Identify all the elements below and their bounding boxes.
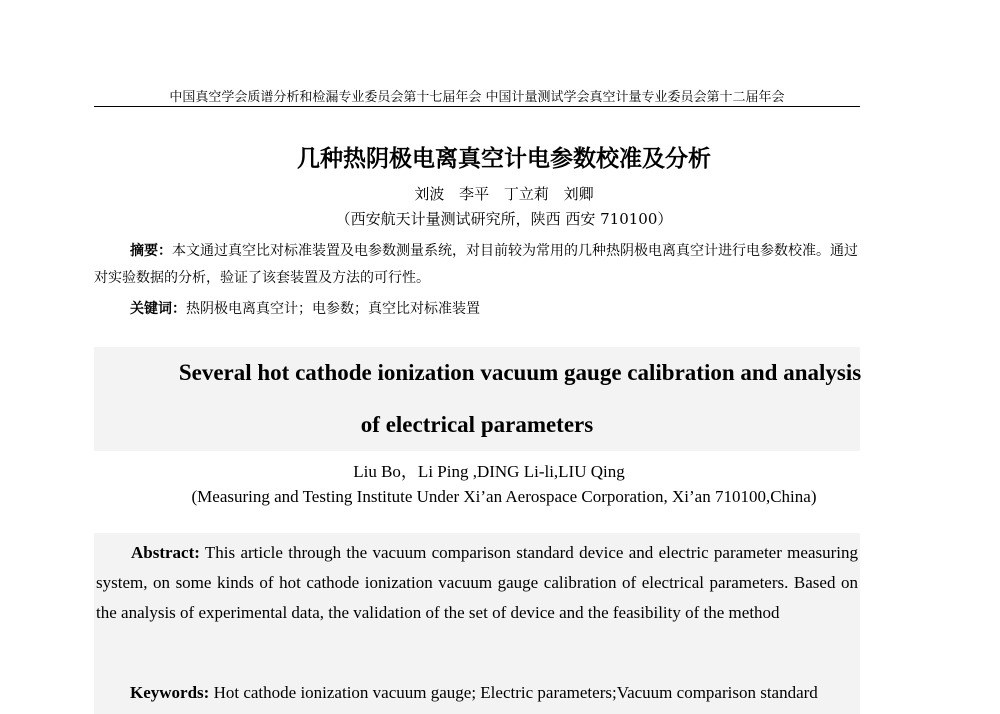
english-title-line1: Several hot cathode ionization vacuum gauge calibration and analysis	[178, 360, 862, 385]
english-authors: Liu Bo，Li Ping ,DING Li-li,LIU Qing	[353, 462, 625, 481]
chinese-keywords-text: 热阴极电离真空计；电参数；真空比对标准装置	[186, 301, 480, 317]
chinese-affiliation: （西安航天计量测试研究所，陕西 西安 710100）	[335, 210, 673, 228]
english-title-line2: of electrical parameters	[360, 412, 594, 437]
english-abstract-text: This article through the vacuum comparison standard device and electric parameter measuring system, on some kinds of hot cathode ionization vacuum gauge calibration of electrical parameters. Based on the analysis of experimental data, the validation of the set of device and the feasibility of the method	[96, 543, 858, 622]
english-keywords-text: Hot cathode ionization vacuum gauge; Electric parameters;Vacuum comparison standard	[209, 683, 818, 702]
chinese-abstract	[94, 238, 858, 292]
chinese-keywords	[130, 298, 858, 318]
english-keywords	[130, 683, 860, 703]
chinese-keywords-label: 关键词：	[130, 301, 186, 317]
chinese-title: 几种热阴极电离真空计电参数校准及分析	[297, 146, 711, 172]
chinese-abstract-text: 本文通过真空比对标准装置及电参数测量系统，对目前较为常用的几种热阴极电离真空计进行电参数校准。通过对实验数据的分析，验证了该套装置及方法的可行性。	[94, 243, 858, 286]
header-rule	[94, 106, 860, 107]
chinese-authors: 刘波 李平 丁立莉 刘卿	[414, 185, 594, 203]
english-abstract-label: Abstract:	[131, 543, 200, 562]
english-abstract	[96, 538, 858, 628]
english-affiliation: (Measuring and Testing Institute Under Xi’an Aerospace Corporation, Xi’an 710100,China)	[191, 487, 817, 506]
chinese-abstract-label: 摘要：	[130, 243, 172, 259]
english-keywords-label: Keywords:	[130, 683, 210, 702]
conference-header: 中国真空学会质谱分析和检漏专业委员会第十七届年会 中国计量测试学会真空计量专业委员会第十二届年会	[169, 90, 785, 105]
